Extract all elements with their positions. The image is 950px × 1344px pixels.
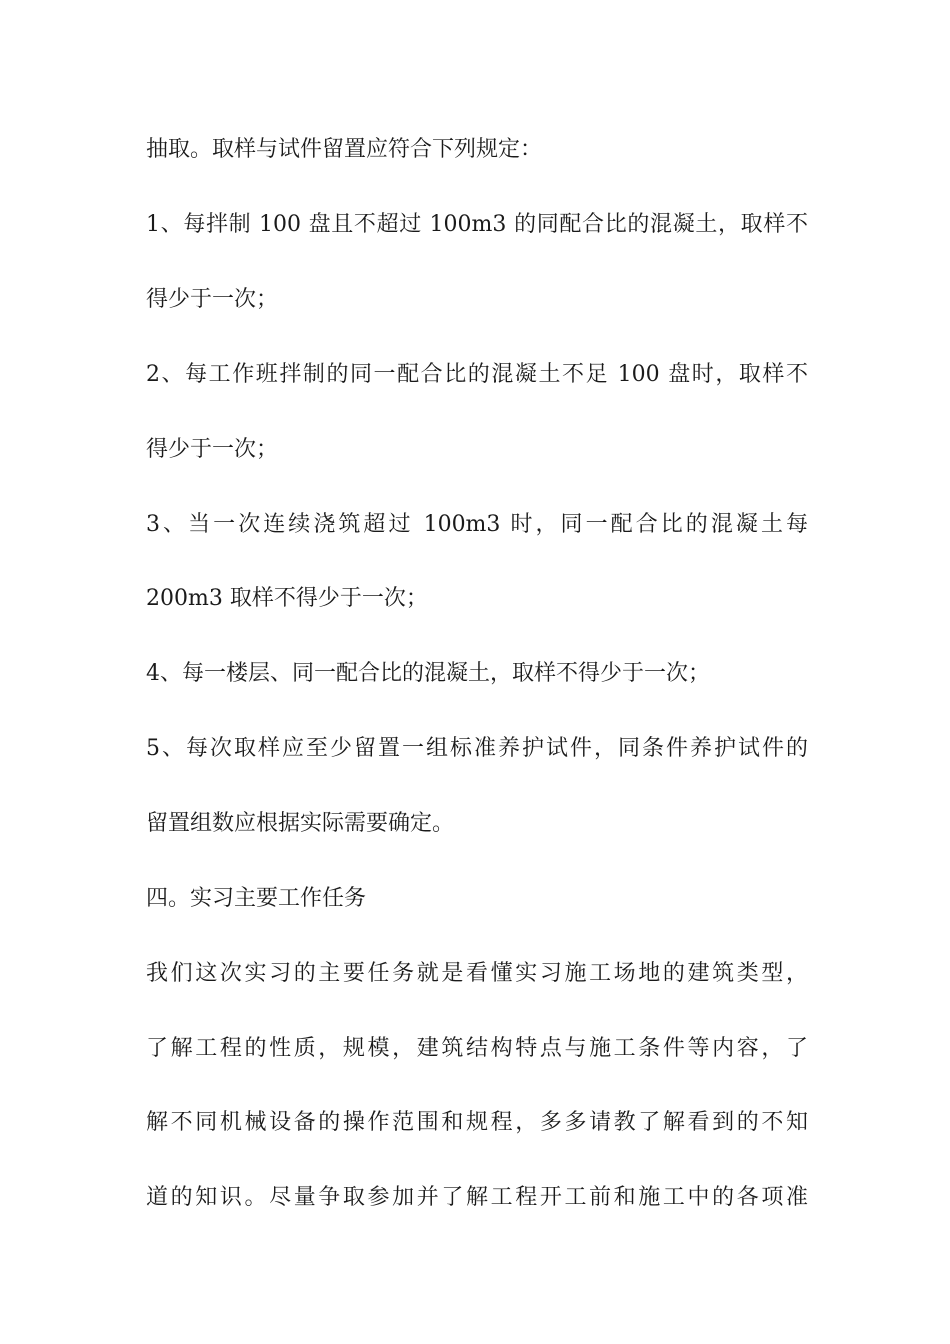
text-line-7: 200m3 取样不得少于一次； (146, 586, 428, 611)
text-line-1: 抽取。取样与试件留置应符合下列规定： (146, 137, 543, 162)
text-line-8: 4、每一楼层、同一配合比的混凝土，取样不得少于一次； (146, 661, 710, 686)
text-line-10: 留置组数应根据实际需要确定。 (146, 811, 455, 836)
text-line-3: 得少于一次； (146, 287, 279, 312)
text-line-2: 1、每拌制 100 盘且不超过 100m3 的同配合比的混凝土，取样不 (146, 212, 808, 237)
text-line-12: 我们这次实习的主要任务就是看懂实习施工场地的建筑类型， (146, 961, 808, 986)
text-line-9: 5、每次取样应至少留置一组标准养护试件，同条件养护试件的 (146, 736, 808, 761)
text-line-14: 解不同机械设备的操作范围和规程，多多请教了解看到的不知 (146, 1110, 808, 1135)
section-heading: 四。实习主要工作任务 (146, 886, 367, 911)
text-line-6: 3、当一次连续浇筑超过 100m3 时，同一配合比的混凝土每 (146, 512, 808, 537)
text-line-5: 得少于一次； (146, 437, 279, 462)
text-line-4: 2、每工作班拌制的同一配合比的混凝土不足 100 盘时，取样不 (146, 362, 808, 387)
text-line-13: 了解工程的性质，规模，建筑结构特点与施工条件等内容，了 (146, 1036, 808, 1061)
text-line-15: 道的知识。尽量争取参加并了解工程开工前和施工中的各项准 (146, 1185, 808, 1210)
